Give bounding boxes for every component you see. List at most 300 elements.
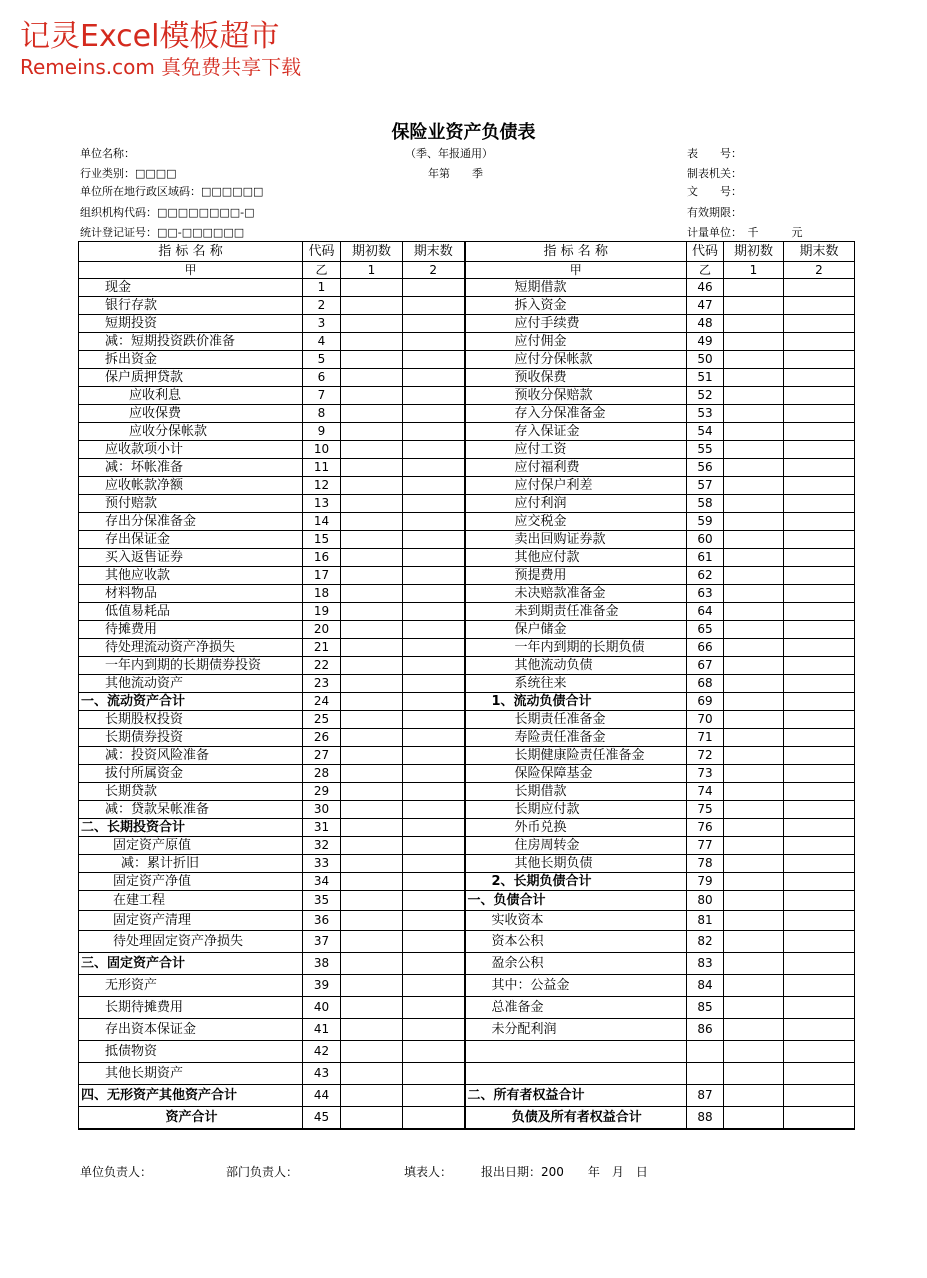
liability-begin-cell[interactable] [724, 765, 784, 783]
liability-begin-cell[interactable] [724, 621, 784, 639]
form-number-label: 表 号： [687, 147, 742, 160]
asset-end-cell[interactable] [403, 801, 465, 819]
asset-item-name: 存出保证金 [79, 531, 303, 549]
asset-item-code: 34 [303, 873, 341, 891]
liability-item-code: 84 [687, 975, 724, 997]
liability-end-cell[interactable] [784, 729, 855, 747]
liability-item-name: 一年内到期的长期负债 [465, 639, 687, 657]
asset-begin-cell[interactable] [341, 657, 403, 675]
asset-end-cell[interactable] [403, 405, 465, 423]
asset-begin-cell[interactable] [341, 279, 403, 297]
liability-begin-cell[interactable] [724, 657, 784, 675]
liability-item-name: 资本公积 [465, 931, 687, 953]
liability-item-code: 86 [687, 1019, 724, 1041]
table-row [79, 711, 855, 729]
liability-begin-cell[interactable] [724, 351, 784, 369]
asset-begin-cell[interactable] [341, 459, 403, 477]
liability-end-cell[interactable] [784, 837, 855, 855]
asset-end-cell[interactable] [403, 477, 465, 495]
liability-end-cell[interactable] [784, 1107, 855, 1130]
liability-item-name: 应付福利费 [465, 459, 687, 477]
liability-end-cell[interactable] [784, 639, 855, 657]
asset-item-name: 保户质押贷款 [79, 369, 303, 387]
liability-item-name: 保险保障基金 [465, 765, 687, 783]
asset-item-name: 其他流动资产 [79, 675, 303, 693]
asset-end-cell[interactable] [403, 621, 465, 639]
asset-end-cell[interactable] [403, 495, 465, 513]
liability-item-name: 应付工资 [465, 441, 687, 459]
liability-item-code: 53 [687, 405, 724, 423]
asset-begin-cell[interactable] [341, 477, 403, 495]
liability-begin-cell[interactable] [724, 729, 784, 747]
asset-end-cell[interactable] [403, 931, 465, 953]
liability-item-code: 62 [687, 567, 724, 585]
asset-end-cell[interactable] [403, 315, 465, 333]
liability-end-cell[interactable] [784, 765, 855, 783]
asset-end-cell[interactable] [403, 549, 465, 567]
liability-end-cell[interactable] [784, 423, 855, 441]
liability-begin-cell[interactable] [724, 819, 784, 837]
asset-item-code: 16 [303, 549, 341, 567]
liability-end-cell[interactable] [784, 585, 855, 603]
asset-begin-cell[interactable] [341, 765, 403, 783]
liability-end-cell[interactable] [784, 513, 855, 531]
asset-begin-cell[interactable] [341, 423, 403, 441]
asset-item-name: 一、流动资产合计 [79, 693, 303, 711]
asset-end-cell[interactable] [403, 819, 465, 837]
liability-end-cell[interactable] [784, 693, 855, 711]
liability-end-cell[interactable] [784, 711, 855, 729]
table-row [79, 801, 855, 819]
liability-begin-cell[interactable] [724, 1085, 784, 1107]
table-row [79, 765, 855, 783]
asset-begin-cell[interactable] [341, 513, 403, 531]
liability-end-cell[interactable] [784, 819, 855, 837]
asset-end-cell[interactable] [403, 975, 465, 997]
liability-begin-cell[interactable] [724, 279, 784, 297]
asset-item-name: 其他应收款 [79, 567, 303, 585]
liability-item-code: 51 [687, 369, 724, 387]
liability-item-code: 60 [687, 531, 724, 549]
asset-begin-cell[interactable] [341, 675, 403, 693]
table-row [79, 369, 855, 387]
liability-item-name: 卖出回购证券款 [465, 531, 687, 549]
liability-begin-cell[interactable] [724, 837, 784, 855]
liability-begin-cell[interactable] [724, 639, 784, 657]
table-row [79, 837, 855, 855]
asset-begin-cell[interactable] [341, 997, 403, 1019]
asset-item-name: 应收利息 [79, 387, 303, 405]
liability-end-cell[interactable] [784, 953, 855, 975]
table-row [79, 891, 855, 911]
liability-item-code: 46 [687, 279, 724, 297]
liability-item-code: 67 [687, 657, 724, 675]
liability-begin-cell[interactable] [724, 495, 784, 513]
liability-end-cell[interactable] [784, 1041, 855, 1063]
period-label: 年第 季 [428, 167, 483, 180]
liability-begin-cell[interactable] [724, 603, 784, 621]
asset-begin-cell[interactable] [341, 315, 403, 333]
asset-end-cell[interactable] [403, 387, 465, 405]
liability-end-cell[interactable] [784, 621, 855, 639]
liability-end-cell[interactable] [784, 997, 855, 1019]
liability-end-cell[interactable] [784, 1063, 855, 1085]
asset-item-name: 拔付所属资金 [79, 765, 303, 783]
asset-begin-cell[interactable] [341, 585, 403, 603]
liability-end-cell[interactable] [784, 801, 855, 819]
asset-item-name: 三、固定资产合计 [79, 953, 303, 975]
liability-item-name: 负债及所有者权益合计 [465, 1107, 687, 1130]
liability-begin-cell[interactable] [724, 387, 784, 405]
asset-end-cell[interactable] [403, 855, 465, 873]
table-row [79, 675, 855, 693]
liability-begin-cell[interactable] [724, 315, 784, 333]
liability-begin-cell[interactable] [724, 693, 784, 711]
asset-begin-cell[interactable] [341, 441, 403, 459]
liability-end-cell[interactable] [784, 783, 855, 801]
asset-end-cell[interactable] [403, 953, 465, 975]
liability-end-cell[interactable] [784, 891, 855, 911]
liability-item-name: 实收资本 [465, 911, 687, 931]
liability-end-cell[interactable] [784, 1085, 855, 1107]
liability-end-cell[interactable] [784, 603, 855, 621]
asset-end-cell[interactable] [403, 1107, 465, 1130]
asset-begin-cell[interactable] [341, 495, 403, 513]
asset-begin-cell[interactable] [341, 351, 403, 369]
liability-begin-cell[interactable] [724, 783, 784, 801]
table-row [79, 351, 855, 369]
asset-begin-cell[interactable] [341, 1107, 403, 1130]
asset-item-name: 一年内到期的长期债券投资 [79, 657, 303, 675]
liability-begin-cell[interactable] [724, 747, 784, 765]
asset-end-cell[interactable] [403, 711, 465, 729]
asset-end-cell[interactable] [403, 783, 465, 801]
asset-begin-cell[interactable] [341, 405, 403, 423]
asset-item-code: 32 [303, 837, 341, 855]
asset-end-cell[interactable] [403, 459, 465, 477]
liability-end-cell[interactable] [784, 405, 855, 423]
liability-begin-cell[interactable] [724, 423, 784, 441]
liability-end-cell[interactable] [784, 657, 855, 675]
liability-item-code: 70 [687, 711, 724, 729]
asset-item-code: 22 [303, 657, 341, 675]
asset-end-cell[interactable] [403, 369, 465, 387]
asset-item-name: 应收保费 [79, 405, 303, 423]
asset-end-cell[interactable] [403, 911, 465, 931]
liability-item-name: 住房周转金 [465, 837, 687, 855]
liability-begin-cell[interactable] [724, 891, 784, 911]
asset-begin-cell[interactable] [341, 1019, 403, 1041]
liability-begin-cell[interactable] [724, 1019, 784, 1041]
liability-end-cell[interactable] [784, 1019, 855, 1041]
col-sub-code-left: 乙 [303, 262, 341, 279]
liability-begin-cell[interactable] [724, 873, 784, 891]
col-sub-end-right: 2 [784, 262, 855, 279]
asset-item-name: 待摊费用 [79, 621, 303, 639]
asset-begin-cell[interactable] [341, 387, 403, 405]
asset-end-cell[interactable] [403, 693, 465, 711]
asset-item-code: 12 [303, 477, 341, 495]
liability-begin-cell[interactable] [724, 549, 784, 567]
asset-end-cell[interactable] [403, 351, 465, 369]
liability-end-cell[interactable] [784, 477, 855, 495]
asset-begin-cell[interactable] [341, 783, 403, 801]
liability-item-code: 71 [687, 729, 724, 747]
liability-item-code: 52 [687, 387, 724, 405]
asset-begin-cell[interactable] [341, 333, 403, 351]
table-header-row [79, 242, 855, 262]
liability-begin-cell[interactable] [724, 531, 784, 549]
liability-item-code: 48 [687, 315, 724, 333]
table-row [79, 931, 855, 953]
liability-begin-cell[interactable] [724, 405, 784, 423]
liability-item-name: 未到期责任准备金 [465, 603, 687, 621]
liability-begin-cell[interactable] [724, 975, 784, 997]
asset-begin-cell[interactable] [341, 567, 403, 585]
asset-begin-cell[interactable] [341, 747, 403, 765]
asset-item-name: 抵债物资 [79, 1041, 303, 1063]
asset-item-code: 27 [303, 747, 341, 765]
liability-item-code: 66 [687, 639, 724, 657]
liability-end-cell[interactable] [784, 747, 855, 765]
col-sub-end-left: 2 [403, 262, 465, 279]
asset-end-cell[interactable] [403, 441, 465, 459]
asset-end-cell[interactable] [403, 657, 465, 675]
liability-begin-cell[interactable] [724, 931, 784, 953]
liability-begin-cell[interactable] [724, 1107, 784, 1130]
liability-end-cell[interactable] [784, 315, 855, 333]
liability-end-cell[interactable] [784, 567, 855, 585]
table-row [79, 693, 855, 711]
asset-begin-cell[interactable] [341, 819, 403, 837]
liability-begin-cell[interactable] [724, 567, 784, 585]
asset-end-cell[interactable] [403, 873, 465, 891]
liability-end-cell[interactable] [784, 549, 855, 567]
liability-item-code: 50 [687, 351, 724, 369]
asset-item-code: 15 [303, 531, 341, 549]
liability-begin-cell[interactable] [724, 369, 784, 387]
org-code-label: 组织机构代码：□□□□□□□□-□ [80, 206, 255, 219]
asset-end-cell[interactable] [403, 837, 465, 855]
asset-begin-cell[interactable] [341, 711, 403, 729]
asset-begin-cell[interactable] [341, 931, 403, 953]
liability-item-code: 61 [687, 549, 724, 567]
liability-end-cell[interactable] [784, 931, 855, 953]
liability-end-cell[interactable] [784, 531, 855, 549]
liability-begin-cell[interactable] [724, 585, 784, 603]
liability-item-code [687, 1041, 724, 1063]
liability-end-cell[interactable] [784, 873, 855, 891]
asset-end-cell[interactable] [403, 423, 465, 441]
asset-begin-cell[interactable] [341, 911, 403, 931]
liability-item-name: 长期借款 [465, 783, 687, 801]
liability-end-cell[interactable] [784, 975, 855, 997]
table-row [79, 747, 855, 765]
asset-item-name: 固定资产净值 [79, 873, 303, 891]
liability-end-cell[interactable] [784, 459, 855, 477]
asset-end-cell[interactable] [403, 891, 465, 911]
asset-begin-cell[interactable] [341, 297, 403, 315]
asset-end-cell[interactable] [403, 279, 465, 297]
asset-end-cell[interactable] [403, 585, 465, 603]
liability-item-code: 64 [687, 603, 724, 621]
liability-begin-cell[interactable] [724, 675, 784, 693]
asset-item-name: 预付赔款 [79, 495, 303, 513]
asset-item-name: 固定资产原值 [79, 837, 303, 855]
asset-item-code: 21 [303, 639, 341, 657]
asset-end-cell[interactable] [403, 675, 465, 693]
asset-begin-cell[interactable] [341, 1085, 403, 1107]
asset-end-cell[interactable] [403, 997, 465, 1019]
asset-begin-cell[interactable] [341, 693, 403, 711]
liability-begin-cell[interactable] [724, 441, 784, 459]
asset-item-name: 减：贷款呆帐准备 [79, 801, 303, 819]
asset-end-cell[interactable] [403, 747, 465, 765]
asset-begin-cell[interactable] [341, 801, 403, 819]
liability-begin-cell[interactable] [724, 297, 784, 315]
asset-item-code: 35 [303, 891, 341, 911]
liability-end-cell[interactable] [784, 279, 855, 297]
asset-begin-cell[interactable] [341, 603, 403, 621]
liability-item-name: 其他应付款 [465, 549, 687, 567]
asset-begin-cell[interactable] [341, 855, 403, 873]
liability-end-cell[interactable] [784, 387, 855, 405]
asset-item-name: 固定资产清理 [79, 911, 303, 931]
liability-end-cell[interactable] [784, 855, 855, 873]
footer-filler-label: 填表人： [404, 1165, 453, 1179]
col-header-code-right: 代码 [687, 242, 724, 262]
liability-end-cell[interactable] [784, 441, 855, 459]
liability-item-name: 应付利润 [465, 495, 687, 513]
liability-begin-cell[interactable] [724, 911, 784, 931]
liability-begin-cell[interactable] [724, 801, 784, 819]
liability-item-name: 保户储金 [465, 621, 687, 639]
liability-item-code: 82 [687, 931, 724, 953]
asset-begin-cell[interactable] [341, 621, 403, 639]
asset-item-name: 现金 [79, 279, 303, 297]
liability-item-name: 其中：公益金 [465, 975, 687, 997]
liability-item-code: 80 [687, 891, 724, 911]
liability-item-name: 存入分保准备金 [465, 405, 687, 423]
asset-end-cell[interactable] [403, 1041, 465, 1063]
report-subtitle: （季、年报通用） [405, 147, 493, 160]
liability-item-code: 59 [687, 513, 724, 531]
asset-begin-cell[interactable] [341, 975, 403, 997]
liability-end-cell[interactable] [784, 351, 855, 369]
liability-item-name: 一、负债合计 [465, 891, 687, 911]
liability-begin-cell[interactable] [724, 855, 784, 873]
asset-end-cell[interactable] [403, 765, 465, 783]
asset-item-name: 其他长期资产 [79, 1063, 303, 1085]
col-sub-name-right: 甲 [465, 262, 687, 279]
table-subheader-row [79, 262, 855, 279]
liability-item-name: 拆入资金 [465, 297, 687, 315]
liability-end-cell[interactable] [784, 675, 855, 693]
liability-begin-cell[interactable] [724, 513, 784, 531]
asset-item-code: 14 [303, 513, 341, 531]
liability-end-cell[interactable] [784, 369, 855, 387]
watermark-title: 记灵Excel模板超市 [20, 19, 280, 54]
liability-begin-cell[interactable] [724, 477, 784, 495]
asset-item-code: 25 [303, 711, 341, 729]
asset-begin-cell[interactable] [341, 1063, 403, 1085]
col-sub-code-right: 乙 [687, 262, 724, 279]
liability-item-code: 47 [687, 297, 724, 315]
asset-begin-cell[interactable] [341, 729, 403, 747]
liability-item-code: 54 [687, 423, 724, 441]
liability-item-name: 1、流动负债合计 [465, 693, 687, 711]
liability-item-code: 83 [687, 953, 724, 975]
asset-end-cell[interactable] [403, 1063, 465, 1085]
col-header-begin-right: 期初数 [724, 242, 784, 262]
asset-end-cell[interactable] [403, 729, 465, 747]
asset-end-cell[interactable] [403, 513, 465, 531]
liability-begin-cell[interactable] [724, 459, 784, 477]
liability-item-name: 其他长期负债 [465, 855, 687, 873]
liability-item-name: 长期责任准备金 [465, 711, 687, 729]
asset-begin-cell[interactable] [341, 1041, 403, 1063]
asset-item-code: 3 [303, 315, 341, 333]
asset-item-code: 20 [303, 621, 341, 639]
liability-item-name: 盈余公积 [465, 953, 687, 975]
liability-item-code: 72 [687, 747, 724, 765]
liability-end-cell[interactable] [784, 911, 855, 931]
liability-item-code: 73 [687, 765, 724, 783]
asset-end-cell[interactable] [403, 297, 465, 315]
liability-begin-cell[interactable] [724, 953, 784, 975]
asset-end-cell[interactable] [403, 639, 465, 657]
asset-item-code: 31 [303, 819, 341, 837]
asset-end-cell[interactable] [403, 531, 465, 549]
liability-item-code: 57 [687, 477, 724, 495]
asset-item-name: 减：坏帐准备 [79, 459, 303, 477]
liability-item-code: 85 [687, 997, 724, 1019]
asset-end-cell[interactable] [403, 333, 465, 351]
liability-item-code: 88 [687, 1107, 724, 1130]
asset-begin-cell[interactable] [341, 837, 403, 855]
asset-end-cell[interactable] [403, 567, 465, 585]
asset-begin-cell[interactable] [341, 873, 403, 891]
table-row [79, 911, 855, 931]
asset-end-cell[interactable] [403, 1085, 465, 1107]
asset-item-code: 41 [303, 1019, 341, 1041]
liability-end-cell[interactable] [784, 495, 855, 513]
footer-head-label: 单位负责人： [80, 1165, 153, 1179]
liability-item-code: 68 [687, 675, 724, 693]
asset-begin-cell[interactable] [341, 531, 403, 549]
liability-item-name: 长期健康险责任准备金 [465, 747, 687, 765]
asset-item-code: 36 [303, 911, 341, 931]
asset-begin-cell[interactable] [341, 953, 403, 975]
liability-begin-cell[interactable] [724, 1041, 784, 1063]
liability-begin-cell[interactable] [724, 711, 784, 729]
asset-begin-cell[interactable] [341, 891, 403, 911]
liability-end-cell[interactable] [784, 297, 855, 315]
liability-end-cell[interactable] [784, 333, 855, 351]
asset-end-cell[interactable] [403, 1019, 465, 1041]
asset-item-name: 待处理流动资产净损失 [79, 639, 303, 657]
liability-begin-cell[interactable] [724, 997, 784, 1019]
liability-begin-cell[interactable] [724, 333, 784, 351]
liability-begin-cell[interactable] [724, 1063, 784, 1085]
table-row [79, 657, 855, 675]
asset-end-cell[interactable] [403, 603, 465, 621]
asset-begin-cell[interactable] [341, 369, 403, 387]
asset-item-code: 10 [303, 441, 341, 459]
asset-begin-cell[interactable] [341, 549, 403, 567]
asset-item-name: 减：投资风险准备 [79, 747, 303, 765]
asset-begin-cell[interactable] [341, 639, 403, 657]
